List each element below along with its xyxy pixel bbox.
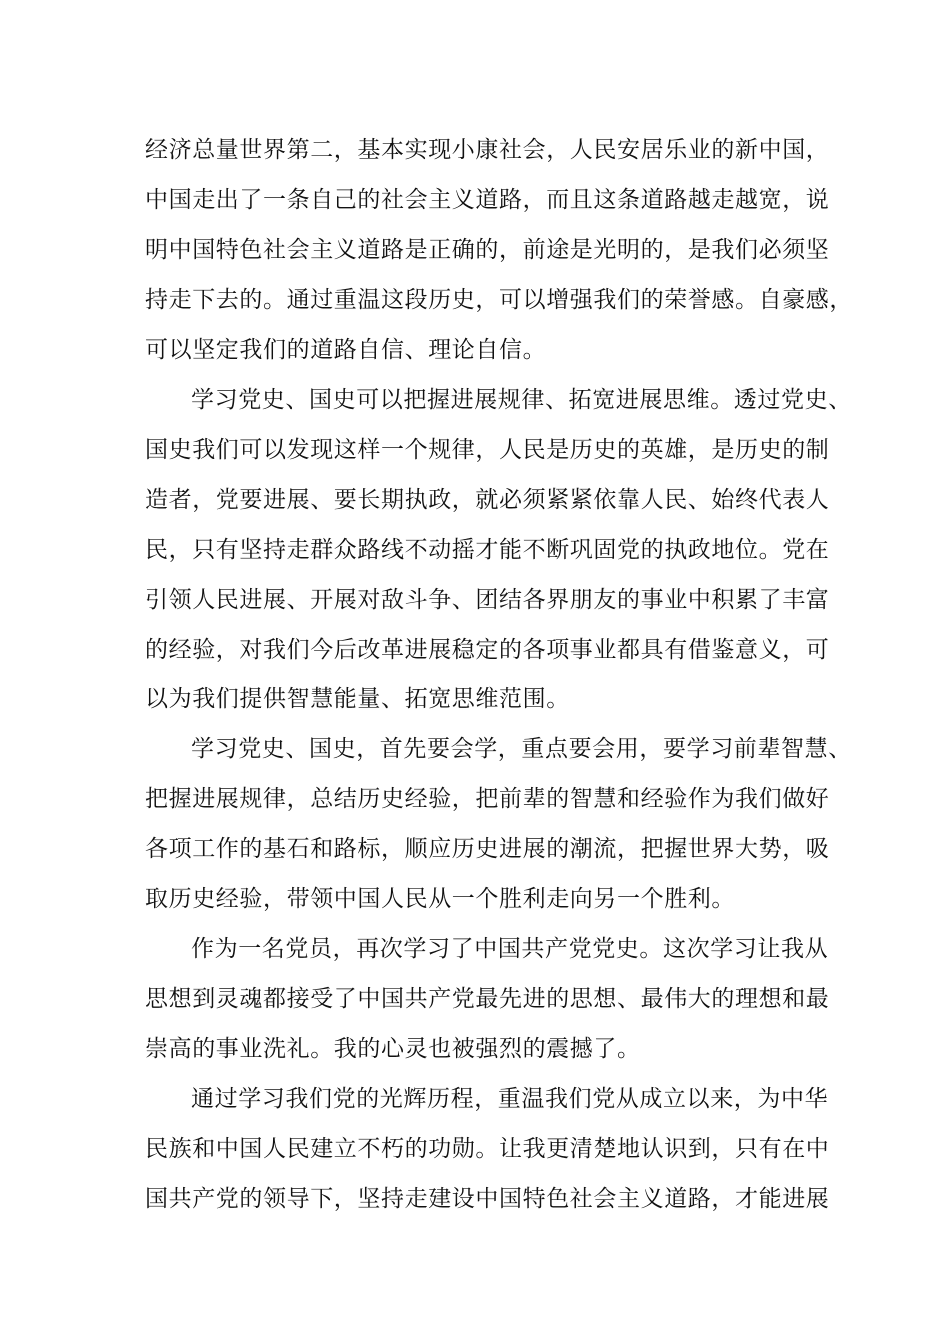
text-line: 民，只有坚持走群众路线不动摇才能不断巩固党的执政地位。党在 bbox=[145, 537, 830, 563]
text-line: 引领人民进展、开展对敌斗争、团结各界朋友的事业中积累了丰富 bbox=[145, 587, 830, 613]
text-line: 持走下去的。通过重温这段历史，可以增强我们的荣誉感。自豪感， bbox=[145, 287, 853, 313]
text-line: 崇高的事业洗礼。我的心灵也被强烈的震撼了。 bbox=[145, 1036, 641, 1062]
text-line: 的经验，对我们今后改革进展稳定的各项事业都具有借鉴意义，可 bbox=[145, 637, 830, 663]
paragraph-first-line: 作为一名党员，再次学习了中国共产党党史。这次学习让我从 bbox=[191, 936, 829, 962]
text-line: 中国走出了一条自己的社会主义道路，而且这条道路越走越宽，说 bbox=[145, 187, 830, 213]
paragraph-first-line: 通过学习我们党的光辉历程，重温我们党从成立以来，为中华 bbox=[191, 1086, 829, 1112]
text-line: 民族和中国人民建立不朽的功勋。让我更清楚地认识到，只有在中 bbox=[145, 1136, 830, 1162]
text-line: 国共产党的领导下，坚持走建设中国特色社会主义道路，才能进展 bbox=[145, 1186, 830, 1212]
text-line: 国史我们可以发现这样一个规律，人民是历史的英雄，是历史的制 bbox=[145, 437, 830, 463]
paragraph-first-line: 学习党史、国史可以把握进展规律、拓宽进展思维。透过党史、 bbox=[191, 387, 852, 413]
text-line: 以为我们提供智慧能量、拓宽思维范围。 bbox=[145, 686, 570, 712]
text-line: 思想到灵魂都接受了中国共产党最先进的思想、最伟大的理想和最 bbox=[145, 986, 830, 1012]
text-line: 把握进展规律，总结历史经验，把前辈的智慧和经验作为我们做好 bbox=[145, 786, 830, 812]
text-line: 取历史经验，带领中国人民从一个胜利走向另一个胜利。 bbox=[145, 886, 735, 912]
text-line: 造者，党要进展、要长期执政，就必须紧紧依靠人民、始终代表人 bbox=[145, 487, 830, 513]
text-line: 各项工作的基石和路标，顺应历史进展的潮流，把握世界大势，吸 bbox=[145, 836, 830, 862]
text-line: 可以坚定我们的道路自信、理论自信。 bbox=[145, 337, 547, 363]
paragraph-first-line: 学习党史、国史，首先要会学，重点要会用，要学习前辈智慧、 bbox=[191, 736, 852, 762]
text-line: 经济总量世界第二，基本实现小康社会，人民安居乐业的新中国， bbox=[145, 137, 830, 163]
text-line: 明中国特色社会主义道路是正确的，前途是光明的，是我们必须坚 bbox=[145, 237, 830, 263]
